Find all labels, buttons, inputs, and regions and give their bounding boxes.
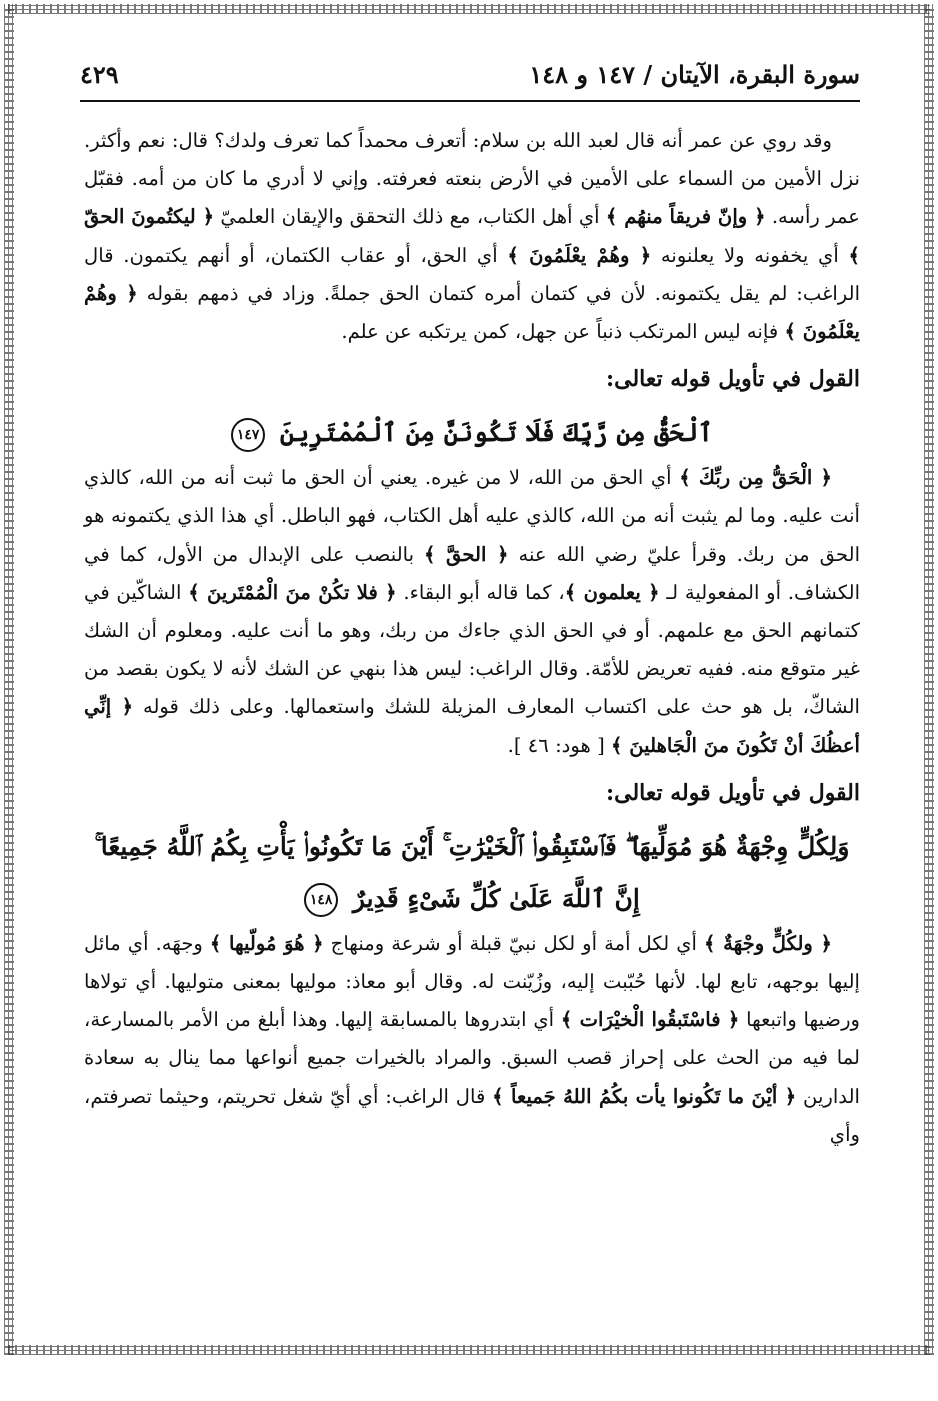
- paragraph-1: [84, 122, 860, 351]
- quran-quote: ﴿ فاسْتَبقُوا الْخيْرَات ﴾: [560, 1008, 740, 1032]
- verse-text-line-2: إِنَّ ٱللَّهَ عَلَىٰ كُلِّ شَىْءٍ قَدِيرٌ: [352, 883, 640, 913]
- text-run: [ هود: ٤٦ ].: [507, 733, 605, 757]
- quran-quote: ﴿ ليكتُمونَ الحقّ ﴾: [84, 205, 861, 267]
- page-header: [80, 58, 860, 98]
- paragraph-3: [84, 925, 860, 1154]
- text-run: الشاكّين في كتمانهم الحق مع علمهم. أو في الحق الذي جاءك من ربك، وهو ما أنت عليه. ومعلوم أن الشك غير متوقع منه. ففيه تعريض للأمّة. وقال الراغب: ليس هذا بنهي عن الشك لأنه لا يكون بقصد من الشاكّ، بل هو حث على اكتساب المعارف المزيلة للشك واستعمالها. وعلى ذلك قوله: [84, 580, 860, 719]
- paragraph-2: [84, 459, 860, 765]
- text-run: أي ابتدروها بالمسابقة إليها. وهذا أبلغ من الأمر بالمسارعة، لما فيه من الحث على إحراز قصب السبق. والمراد بالخيرات جميع أنواعها مما ينال به سعادة الدارين: [84, 1008, 861, 1108]
- quran-quote: ﴿ وهُمْ يعْلَمُونَ ﴾: [507, 243, 652, 267]
- text-run: فإنه ليس المرتكب ذنباً عن جهل، كمن يرتكبه عن علم.: [341, 320, 779, 344]
- text-run: أي لكل أمة أو لكل نبيّ قبلة أو شرعة ومنهاج: [330, 931, 697, 955]
- text-run: وقد روي عن عمر أنه قال لعبد الله بن سلام: أتعرف محمداً كما تعرف ولدك؟ قال: نعم وأكثر. نزل الأمين من السماء على الأمين في الأرض بنعته فعرفته. وإني لا أدري ما كان من أمه. فقبّل عمر رأسه.: [84, 129, 860, 229]
- running-title: سورة البقرة، الآيتان / ١٤٧ و ١٤٨: [529, 60, 860, 89]
- section-heading-1: القول في تأويل قوله تعالى:: [606, 366, 860, 393]
- quran-quote: ﴿ الحقَّ ﴾: [424, 542, 509, 566]
- verse-147: [84, 407, 860, 459]
- text-run: أي يخفونه ولا يعلنونه: [660, 243, 839, 267]
- decorative-border-top: [8, 4, 930, 14]
- quran-quote: ﴿ أيْنَ ما تَكُونوا يأت بكُمُ اللهُ جَميعاً ﴾: [492, 1084, 797, 1108]
- page-number: ٤٢٩: [80, 60, 119, 89]
- text-run: ، كما قاله أبو البقاء.: [403, 580, 565, 604]
- verse-text: ٱلْحَقُّ مِن رَّبِّكَ فَلَا تَكُونَنَّ مِنَ ٱلْمُمْتَرِينَ: [279, 418, 713, 448]
- verse-text-line-1: وَلِكُلٍّ وِجْهَةٌ هُوَ مُوَلِّيهَا ۖ فَٱسْتَبِقُوا۟ ٱلْخَيْرَٰتِ ۚ أَيْنَ مَا تَكُونُوا۟ يَأْتِ بِكُمُ ٱللَّهُ جَمِيعًا ۚ: [94, 831, 850, 861]
- quran-quote: ﴿ يعلمون ﴾: [564, 580, 660, 604]
- quran-quote: ﴿ وهُمْ يعْلَمُونَ ﴾: [84, 281, 860, 344]
- quran-quote: ﴿ إنِّي أعظُكَ أنْ تَكُونَ منَ الْجَاهلينَ ﴾: [84, 695, 860, 757]
- section-heading-2: القول في تأويل قوله تعالى:: [606, 779, 860, 806]
- decorative-border-right: [924, 4, 934, 1355]
- quran-quote: ﴿ ولكُلٍّ وجْهَةٌ ﴾: [704, 931, 832, 955]
- decorative-border-bottom: [8, 1345, 930, 1355]
- quran-quote: ﴿ وإنّ فريقاً منهُم ﴾: [605, 205, 766, 229]
- text-run: قال الراغب: أي أيّ شغل تحريتم، وحيثما تصرفتم، وأي: [84, 1084, 860, 1146]
- verse-line-2: [84, 873, 860, 925]
- quran-quote: ﴿ هُوَ مُولّيها ﴾: [209, 931, 324, 955]
- page-body: [84, 122, 860, 1154]
- verse-number: ١٤٧: [231, 418, 265, 452]
- text-run: أي الحق من الله، لا من غيره. يعني أن الحق ما ثبت أنه من الله، كالذي أنت عليه. وما لم يثبت أنه من الله، كالذي عليه أهل الكتاب، فهو الباطل. أي هذا الذي يكتمونه هو الحق من ربك. وقرأ عليّ رضي الله عنه: [84, 466, 861, 566]
- text-run: أي أهل الكتاب، مع ذلك التحقق والإيقان العلميّ: [220, 205, 600, 229]
- header-rule: [80, 100, 860, 102]
- decorative-border-left: [4, 4, 14, 1355]
- text-run: بالنصب على الإبدال من الأول، كما في الكشاف. أو المفعولية لـ: [84, 542, 861, 604]
- text-run: أي الحق، أو عقاب الكتمان، أو أنهم يكتمون. قال الراغب: لم يقل يكتمونه. لأن في كتمان أمره كتمان الحق جملةً. وزاد في ذمهم بقوله: [84, 243, 861, 305]
- text-run: وجهَه. أي مائل إليها بوجهه، تابع لها. لأنها حُبّبت إليه، وزُيّنت له. وقال أبو معاذ: موليها بمعنى متوليها. أي تولاها ورضيها واتبعها: [84, 931, 860, 1032]
- verse-number: ١٤٨: [304, 883, 338, 917]
- quran-quote: ﴿ فلا تكُنْ منَ الْمُمْتَرينَ ﴾: [188, 580, 397, 604]
- quran-quote: ﴿ الْحَقُّ مِن ربِّكَ ﴾: [679, 466, 832, 490]
- verse-148: [84, 821, 860, 925]
